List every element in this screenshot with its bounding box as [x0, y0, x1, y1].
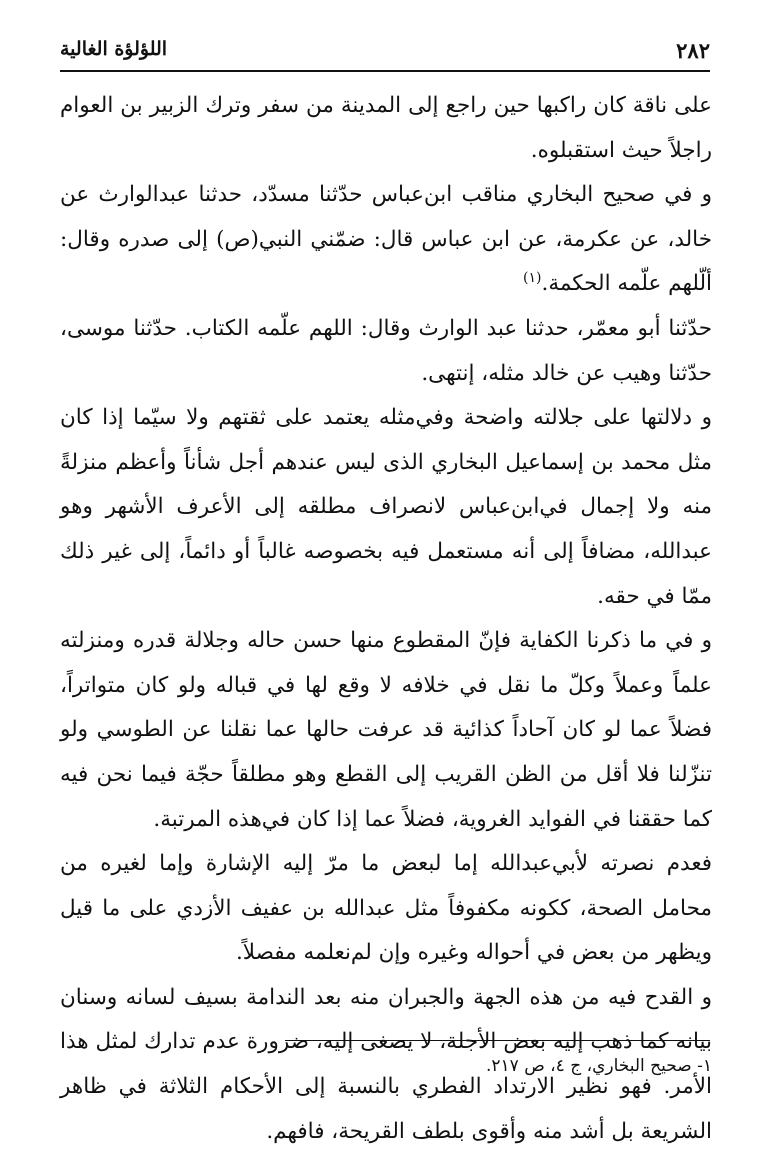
footnote: ١- صحيح البخاري، ج ٤، ص ٢١٧. — [486, 1056, 712, 1076]
footnote-reference: (١) — [523, 270, 542, 287]
paragraph: و في ما ذكرنا الكفاية فإنّ المقطوع منها حسن حاله وجلالة قدره ومنزلته علماً وعملاً وكلّ ما نقل في خلافه لا وقع لها في قباله ولو كان متواتراً، فضلاً عما لو كان آحاداً كذائية قد عرفت حالها عما نقلنا عن الطوسي ولو تنزّلنا فلا أقل من الظن القريب إلى القطع وهو مطلقاً حجّة فيما نحن فيه كما حققنا في الفوايد الغروية، فضلاً عما إذا كان في‌هذه المرتبة. — [60, 628, 712, 832]
paragraph: حدّثنا أبو معمّر، حدثنا عبد الوارث وقال: اللهم علّمه الكتاب. حدّثنا موسى، حدّثنا وهيب عن خالد مثله، إنتهى. — [60, 315, 712, 386]
paragraph: و دلالتها على جلالته واضحة وفي‌مثله يعتمد على ثقتهم ولا سيّما إذا كان مثل محمد بن إسماعيل البخاري الذى ليس عندهم أجل شأناً وأعظم منزلةً منه ولا إجمال في‌ابن‌عباس لانصراف مطلقه إلى الأعرف الأشهر وهو عبدالله، مضافاً إلى أنه مستعمل فيه بخصوصه غالباً أو دائماً، إلى غير ذلك ممّا في حقه. — [60, 405, 712, 609]
header-rule — [60, 70, 710, 72]
paragraph: و القدح فيه من هذه الجهة والجبران منه بعد الندامة بسيف لسانه وسنان بيانه كما ذهب إليه بعض الأجلة، لا يصغى إليه، ضرورة عدم تدارك لمثل هذا الأمر. فهو نظير الارتداد الفطري بالنسبة إلى الأحكام الثلاثة في ظاهر الشريعة بل أشد منه وأقوى بلطف القريحة، فافهم. — [60, 984, 712, 1144]
paragraph: على ناقة كان راكبها حين راجع إلى المدينة من سفر وترك الزبير بن العوام راجلاً حيث استقبلوه. — [60, 93, 712, 163]
paragraph: فعدم نصرته لأبي‌عبدالله إما لبعض ما مرّ إليه الإشارة وإما لغيره من محامل الصحة، ككونه مكفوفاً مثل عبدالله بن عفيف الأزدي على ما قيل ويظهر من بعض في أحواله وغيره وإن لم‌نعلمه مفصلاً. — [60, 851, 712, 966]
footnote-rule — [285, 1040, 710, 1041]
running-title: اللؤلؤة الغالية — [60, 38, 168, 60]
body-text — [60, 84, 712, 1154]
paragraph-text: و في صحيح البخاري مناقب ابن‌عباس حدّثنا مسدّد، حدثنا عبدالوارث عن خالد، عن عكرمة، عن ابن عباس قال: ضمّني النبي(ص) إلى صدره وقال: ألّلهم علّمه الحكمة. — [60, 182, 712, 297]
paragraph — [60, 173, 712, 307]
page-number: ٢٨٢ — [676, 38, 710, 63]
page-header — [60, 36, 710, 68]
